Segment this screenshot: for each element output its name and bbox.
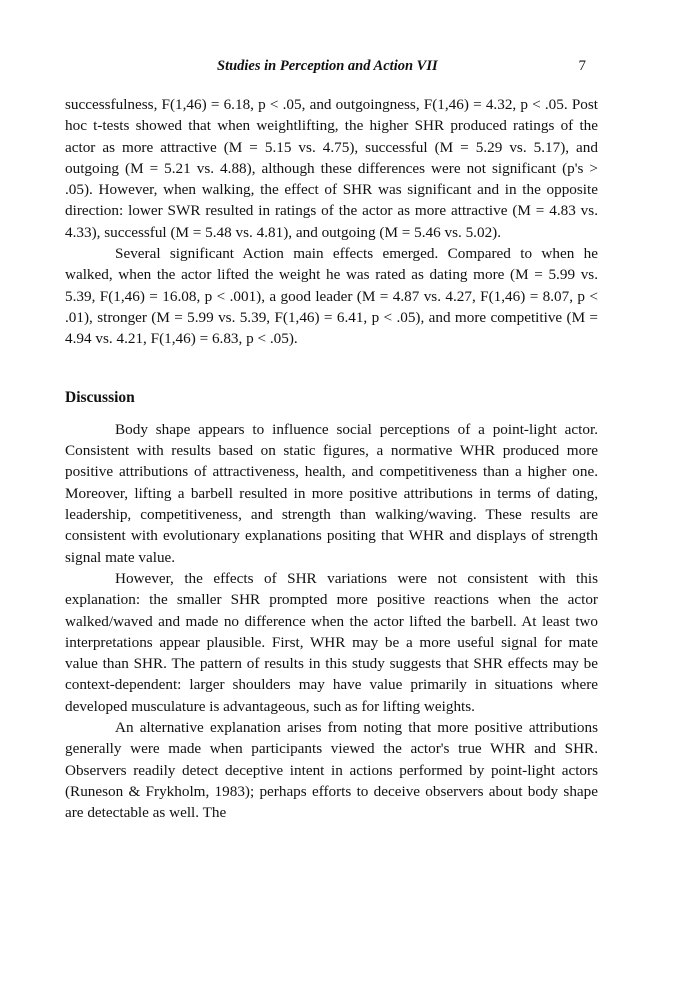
section-heading-discussion: Discussion: [65, 388, 135, 406]
document-page: [65, 58, 598, 824]
results-paragraph-continued: successfulness, F(1,46) = 6.18, p < .05, and outgoingness, F(1,46) = 4.32, p < .05. Post hoc t-tests showed that when weightlifting, the higher SHR produced ratings of the actor as more attractive (M = 5.15 vs. 4.75), successful (M = 5.29 vs. 5.17), and outgoing (M = 5.21 vs. 4.88), although these differences were not significant (p's > .05). However, when walking, the effect of SHR was significant and in the opposite direction: lower SWR resulted in ratings of the actor as more attractive (M = 4.83 vs. 4.33), successful (M = 5.48 vs. 4.81), and outgoing (M = 5.46 vs. 5.02).: [65, 96, 598, 241]
body-text: [65, 94, 598, 824]
running-header: [65, 58, 598, 84]
discussion-paragraph-3: An alternative explanation arises from noting that more positive attributions generally were made when participants viewed the actor's true WHR and SHR. Observers readily detect deceptive intent in actions performed by point-light actors (Runeson & Frykholm, 1983); perhaps efforts to deceive observers about body shape are detectable as well. The: [65, 719, 598, 822]
discussion-paragraph-2: However, the effects of SHR variations were not consistent with this explanation: the smaller SHR prompted more positive reactions when the actor walked/waved and made no difference when the actor lifted the barbell. At least two interpretations appear plausible. First, WHR may be a more useful signal for mate value than SHR. The pattern of results in this study suggests that SHR effects may be context-dependent: larger shoulders may have value primarily in situations where developed musculature is advantageous, such as for lifting weights.: [65, 569, 598, 715]
discussion-paragraph-1: Body shape appears to influence social perceptions of a point-light actor. Consistent with results based on static figures, a normative WHR produced more positive attributions of attractiveness, health, and competitiveness than a higher one. Moreover, lifting a barbell resulted in more positive attributions in terms of dating, leadership, competitiveness, and strength than walking/waving. These results are consistent with evolutionary explanations positing that WHR and displays of strength signal mate value.: [65, 420, 598, 566]
results-paragraph-action-effects: Several significant Action main effects emerged. Compared to when he walked, when the actor lifted the weight he was rated as dating more (M = 5.99 vs. 5.39, F(1,46) = 16.08, p < .001), a good leader (M = 4.87 vs. 4.27, F(1,46) = 8.07, p < .01), stronger (M = 5.99 vs. 5.39, F(1,46) = 6.41, p < .05), and more competitive (M = 4.94 vs. 4.21, F(1,46) = 6.83, p < .05).: [65, 245, 598, 348]
running-title: Studies in Perception and Action VII: [217, 58, 438, 74]
page-number: 7: [578, 58, 586, 74]
